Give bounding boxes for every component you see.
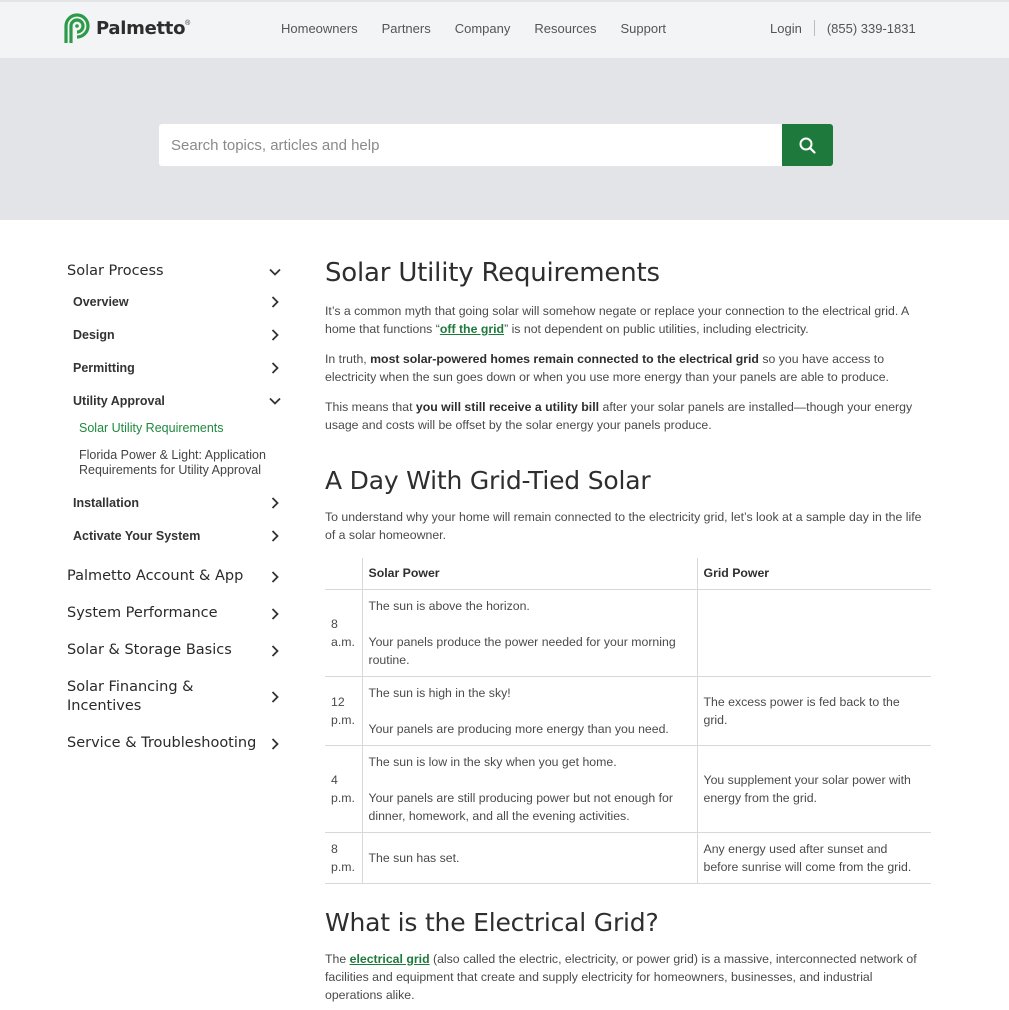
text: It’s a common myth that going solar will somehow negate or replace your connection to the electrical grid. A home that functions “ [325, 304, 909, 336]
page-title: Solar Utility Requirements [325, 258, 660, 288]
sidebar-item-permitting[interactable] [73, 351, 282, 384]
bold-text: you will still receive a utility bill [415, 400, 600, 414]
solar-line: Your panels produce the power needed for your morning routine. [368, 634, 676, 667]
table-cell-solar [362, 676, 697, 745]
nav-support[interactable]: Support [620, 21, 667, 36]
table-row [325, 745, 931, 832]
article [325, 256, 931, 1004]
table-cell-time: 8 a.m. [325, 589, 362, 676]
chevron-right-icon [268, 690, 282, 704]
search-hero [0, 58, 1009, 220]
table-header-solar: Solar Power [362, 558, 697, 589]
table-cell-grid: Any energy used after sunset and before sunrise will come from the grid. [697, 832, 931, 883]
chevron-right-icon [268, 361, 282, 375]
sidebar-section-label: System Performance [67, 605, 218, 621]
chevron-right-icon [268, 295, 282, 309]
paragraph-sample-day: To understand why your home will remain connected to the electricity grid, let’s look at a sample day in the life of a solar homeowner. [325, 510, 922, 542]
text: ” is not dependent on public utilities, including electricity. [504, 322, 809, 336]
chevron-right-icon [268, 644, 282, 658]
table-row [325, 589, 931, 676]
login-link[interactable]: Login [770, 20, 802, 36]
palmetto-logo[interactable]: Palmetto ® [62, 12, 190, 44]
sidebar-item-label: Activate Your System [73, 528, 201, 543]
nav-homeowners[interactable]: Homeowners [281, 21, 358, 36]
table-cell-grid [697, 589, 931, 676]
site-header [0, 0, 1009, 58]
text: In truth, [325, 352, 371, 366]
table-cell-solar [362, 745, 697, 832]
electrical-grid-link[interactable]: electrical grid [349, 951, 430, 966]
text: This means that [325, 400, 416, 414]
table-cell-time: 4 p.m. [325, 745, 362, 832]
table-header-row [325, 558, 931, 589]
sidebar-item-installation[interactable] [73, 486, 282, 519]
sidebar-section-system-performance[interactable] [67, 604, 282, 623]
sidebar-item-overview[interactable] [73, 285, 282, 318]
table-cell-solar [362, 832, 697, 883]
phone-link[interactable]: (855) 339-1831 [826, 20, 916, 36]
sidebar-section-label: Palmetto Account & App [67, 568, 244, 584]
table-cell-grid: You supplement your solar power with energy from the grid. [697, 745, 931, 832]
sidebar-link-fpl-requirements[interactable]: Florida Power & Light: Application Requirements for Utility Approval [79, 448, 266, 477]
sidebar-nav [67, 262, 282, 753]
chevron-down-icon [268, 265, 282, 279]
solar-line: Your panels are producing more energy than you need. [368, 721, 669, 736]
solar-line: Your panels are still producing power but not enough for dinner, homework, and all the evening activities. [368, 790, 673, 823]
off-the-grid-link[interactable]: off the grid [439, 322, 505, 336]
sidebar-section-account-app[interactable] [67, 567, 282, 586]
chevron-right-icon [268, 529, 282, 543]
solar-line: The sun is high in the sky! [368, 685, 511, 700]
chevron-right-icon [268, 328, 282, 342]
nav-resources[interactable]: Resources [534, 21, 597, 36]
table-cell-solar [362, 589, 697, 676]
section-heading-electrical-grid: What is the Electrical Grid? [325, 907, 659, 937]
sidebar-item-design[interactable] [73, 318, 282, 351]
paragraph-electrical-grid [325, 950, 931, 1004]
sidebar-section-solar-process[interactable] [67, 262, 282, 281]
sidebar-item-label: Utility Approval [73, 393, 165, 408]
table-header-time [325, 558, 362, 589]
sidebar-section-label: Solar Financing & Incentives [67, 679, 194, 714]
table-cell-time: 12 p.m. [325, 676, 362, 745]
table-row [325, 832, 931, 883]
sidebar-section-solar-storage-basics[interactable] [67, 641, 282, 660]
search-bar [159, 124, 833, 166]
sidebar-section-label: Service & Troubleshooting [67, 735, 257, 751]
text: after your solar panels are installed—though your energy usage and costs will be offset by the solar energy your panels produce. [325, 400, 913, 432]
sidebar-section-financing-incentives[interactable] [67, 678, 282, 716]
sidebar-section-service-troubleshooting[interactable] [67, 734, 282, 753]
table-header-grid: Grid Power [697, 558, 931, 589]
nav-partners[interactable]: Partners [381, 21, 431, 36]
header-utility [770, 20, 916, 36]
brand-name: Palmetto [96, 17, 186, 39]
sidebar-item-label: Design [73, 327, 115, 342]
text: (also called the electric, electricity, or power grid) is a massive, interconnected network of facilities and equipment that create and supply electricity for homeowners, businesses, and industrial operations alike. [325, 951, 917, 1002]
solar-line: The sun is low in the sky when you get home. [368, 754, 617, 769]
table-row [325, 676, 931, 745]
table-cell-time: 8 p.m. [325, 832, 362, 883]
paragraph-utility-bill [325, 398, 931, 434]
sidebar-section-label: Solar & Storage Basics [67, 642, 232, 658]
sidebar-item-activate-your-system[interactable] [73, 519, 282, 552]
table-cell-grid: The excess power is fed back to the grid. [697, 676, 931, 745]
solar-line: The sun has set. [368, 850, 460, 865]
sidebar-section-label: Solar Process [67, 263, 164, 279]
sidebar-link-solar-utility-requirements[interactable]: Solar Utility Requirements [79, 421, 224, 435]
header-divider [814, 20, 815, 36]
grid-day-table [325, 558, 931, 884]
nav-company[interactable]: Company [454, 21, 511, 36]
search-button[interactable] [782, 124, 833, 166]
chevron-right-icon [268, 496, 282, 510]
sidebar-item-label: Permitting [73, 360, 135, 375]
chevron-down-icon [268, 394, 282, 408]
chevron-right-icon [268, 737, 282, 751]
section-heading-day: A Day With Grid-Tied Solar [325, 466, 651, 495]
solar-line: The sun is above the horizon. [368, 598, 530, 613]
sidebar-item-label: Overview [73, 294, 129, 309]
main-nav [281, 21, 690, 36]
bold-text: most solar-powered homes remain connected to the electrical grid [370, 352, 759, 366]
chevron-right-icon [268, 607, 282, 621]
paragraph-myth [325, 302, 931, 338]
sidebar-item-utility-approval[interactable] [73, 384, 282, 417]
text: The [325, 951, 350, 966]
sidebar-item-label: Installation [73, 495, 139, 510]
text: so you have access to electricity when the sun goes down or when you use more energy than your panels are able to produce. [325, 352, 889, 384]
paragraph-truth [325, 350, 931, 386]
chevron-right-icon [268, 570, 282, 584]
palmetto-logo-icon [62, 12, 92, 44]
search-icon [799, 137, 816, 154]
search-input[interactable] [159, 124, 782, 166]
